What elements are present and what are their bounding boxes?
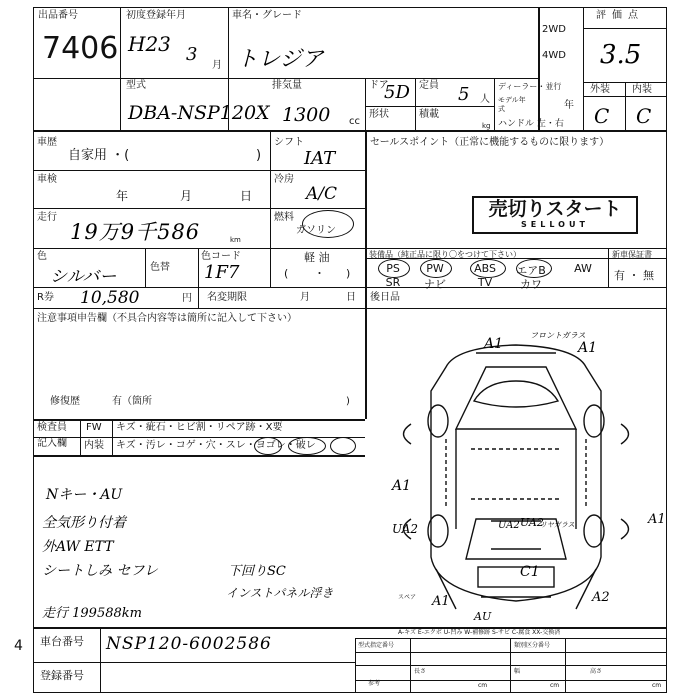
shift-label: シフト [274, 137, 304, 148]
spare-label: スペア [398, 594, 417, 601]
equip-airbag-circle [516, 259, 552, 278]
car-damage-diagram [366, 309, 666, 627]
recycle-label: R券 [37, 292, 54, 303]
width-label: 幅 [514, 668, 521, 675]
color-label: 色 [37, 251, 47, 262]
interior-circle-3 [330, 437, 356, 455]
side-mark: 4 [14, 638, 23, 654]
dmg-label-a1-top-right: A1 [578, 340, 598, 356]
displacement-unit: cc [349, 116, 360, 127]
seats-label: 定員 [419, 80, 439, 91]
dmg-label-ua2-right: UA2 [498, 520, 520, 531]
sales-point-label: セールスポイント（正常に機能するものに限ります） [370, 137, 610, 148]
equip-aw: AW [574, 262, 592, 275]
inspection-day-unit: 日 [240, 189, 253, 203]
recycle-value: 10,580 [80, 288, 140, 308]
dmg-label-rear-glass: リヤガラス [540, 521, 575, 529]
fuel-paren-open: ( [284, 267, 289, 280]
recycle-yen: 円 [182, 293, 192, 304]
displacement-value: 1300 [282, 104, 331, 126]
repair-value: 有（箇所 [112, 396, 152, 407]
rear-seat-label: 後日品 [370, 292, 400, 303]
name-change-month: 月 [300, 292, 310, 303]
equip-navi: ナビ [424, 278, 446, 291]
score-value: 3.5 [600, 40, 642, 70]
model-code-value: DBA-NSP120X [128, 102, 270, 124]
load-unit: kg [482, 122, 491, 130]
warranty-value: 有 ・ 無 [614, 269, 654, 282]
doors-label: ドア [369, 80, 389, 91]
mileage-value: 19万9千586 [70, 220, 201, 244]
dmg-label-a1-top-left: A1 [484, 336, 504, 352]
equip-ps: PS [386, 262, 400, 275]
color-code-label: 色コード [201, 251, 241, 262]
name-change-day: 日 [346, 292, 356, 303]
color-change-label: 色替 [150, 262, 170, 273]
inspection-label: 車検 [37, 174, 57, 185]
dealer-label: ディーラー・並行 [498, 82, 562, 91]
handwritten-note-4: シートしみ セフレ [42, 563, 158, 579]
equip-tv: TV [477, 276, 493, 289]
model-grade-label: 車名・グレード [232, 10, 302, 21]
color-value: シルバー [50, 267, 117, 287]
handwritten-note-2: 全気形り付着 [42, 515, 126, 531]
interior-circle-2 [288, 437, 326, 455]
mileage-unit: km [230, 236, 241, 244]
load-label: 積載 [419, 109, 439, 120]
dmg-label-front-glass: フロントガラス [530, 331, 586, 340]
inspection-year-unit: 年 [116, 189, 129, 203]
seats-unit: 人 [480, 94, 490, 105]
height-label: 高さ [590, 668, 603, 675]
dmg-label-ua2-left: UA2 [392, 522, 419, 536]
handwritten-side-2: インストパネル浮き [226, 586, 334, 600]
width-unit: cm [550, 682, 560, 689]
history-label: 車歴 [37, 137, 57, 148]
first-reg-month: 3 [186, 44, 198, 65]
equip-sr: SR [385, 276, 401, 289]
handwritten-note-1: Nキー・AU [46, 487, 123, 503]
inspection-month-unit: 月 [180, 189, 193, 203]
history-value: 自家用 ・( [68, 148, 130, 163]
name-change-label: 名変期限 [207, 292, 247, 303]
dmg-label-c1: C1 [520, 564, 540, 580]
damage-legend: A-キズ E-エクボ U-凹み W-補修跡 S-サビ C-腐食 XX-交換済 [398, 629, 561, 636]
dmg-label-ua2-center: UA2 [520, 516, 544, 529]
lot-label: 出品番号 [38, 10, 78, 21]
handle-label: ハンドル 左・右 [498, 119, 564, 129]
fuel-options: ガソリン [296, 225, 336, 236]
drive-4wd: 4WD [542, 50, 566, 61]
first-reg-year: H23 [128, 32, 171, 56]
sellout-badge-sub: SELLOUT [521, 220, 589, 229]
drive-2wd: 2WD [542, 24, 566, 35]
class-label: 類別区分番号 [514, 642, 551, 649]
seats-value: 5 [458, 84, 470, 105]
handwritten-side-1: 下回りSC [228, 564, 286, 579]
equip-pw-circle [420, 259, 452, 278]
mileage-label: 走行 [37, 212, 57, 223]
equip-airbag: エアB [516, 264, 546, 277]
fuel-label: 燃料 [274, 212, 294, 223]
dmg-label-a1-right: A1 [648, 512, 666, 527]
dmg-label-a1-bottom: A1 [432, 594, 450, 609]
history-close: ) [256, 148, 262, 163]
chassis-label: 車台番号 [40, 635, 84, 648]
shape-label: 形状 [369, 109, 389, 120]
repair-label: 修復歴 [50, 396, 80, 407]
exterior-grade: C [594, 104, 610, 128]
sellout-badge-text: 売切りスタート [488, 198, 622, 220]
fuel-paren-close: ) [346, 267, 351, 280]
model-year-label: モデル年式 [498, 96, 526, 113]
score-label: 評価点 [596, 10, 644, 21]
inspector-label: 検査員 [37, 422, 67, 433]
length-unit: cm [478, 682, 488, 689]
interior-circle-1 [254, 437, 282, 455]
fuel-circle-mark [302, 210, 354, 238]
equip-ps-circle [378, 259, 410, 278]
warranty-label: 新車保証書 [612, 250, 652, 259]
cooler-value: A/C [306, 184, 338, 204]
shift-value: IAT [304, 148, 336, 169]
certify-label: 型式指定番号 [358, 642, 395, 649]
model-year-unit: 年 [564, 100, 574, 111]
interior-check-label: 内装 [84, 440, 104, 451]
registration-label: 登録番号 [40, 669, 84, 682]
repair-close: ) [346, 396, 350, 407]
declare-label: 注意事項申告欄（不具合内容等は簡所に記入して下さい） [37, 313, 297, 324]
handwritten-note-3: 外AW ETT [42, 539, 114, 555]
sellout-badge [472, 196, 638, 234]
doors-value: 5D [384, 82, 410, 103]
fw-label: FW [86, 422, 102, 433]
height-unit: cm [652, 682, 662, 689]
lot-number: 7406 [42, 31, 119, 66]
equip-leather: カワ [520, 278, 542, 291]
model-code-label: 型式 [126, 80, 146, 91]
handwritten-note-5: 走行 199588km [42, 606, 142, 621]
color-code-value: 1F7 [204, 262, 240, 283]
first-reg-label: 初度登録年月 [126, 10, 186, 21]
fuel-light: 軽 油 [304, 251, 330, 264]
equip-abs: ABS [474, 262, 496, 275]
equip-abs-circle [470, 259, 506, 278]
length-label: 長さ [414, 668, 427, 675]
interior-items: キズ・汚レ・コゲ・穴・スレ・ヨゴレ・破レ [116, 440, 316, 451]
interior-grade: C [636, 104, 652, 128]
inspector-label-2: 記入欄 [37, 438, 67, 449]
ref-label-1: 参考 [368, 680, 381, 687]
fw-items: キズ・疵石・ヒビ割・リペア跡・X要 [116, 422, 283, 433]
equip-pw: PW [426, 262, 444, 275]
equipment-label: 装備品（純正品に限り〇をつけて下さい） [369, 250, 521, 259]
chassis-value: NSP120-6002586 [106, 634, 272, 654]
dmg-label-a2: A2 [592, 590, 610, 605]
dmg-label-au: AU [474, 610, 492, 623]
dmg-label-a1-left: A1 [392, 478, 412, 494]
first-reg-month-unit: 月 [212, 60, 222, 71]
cooler-label: 冷房 [274, 174, 294, 185]
displacement-label: 排気量 [272, 80, 302, 91]
model-name: トレジア [236, 47, 324, 72]
interior-label: 内装 [632, 84, 652, 95]
exterior-label: 外装 [590, 84, 610, 95]
fuel-dot: ・ [314, 267, 325, 280]
